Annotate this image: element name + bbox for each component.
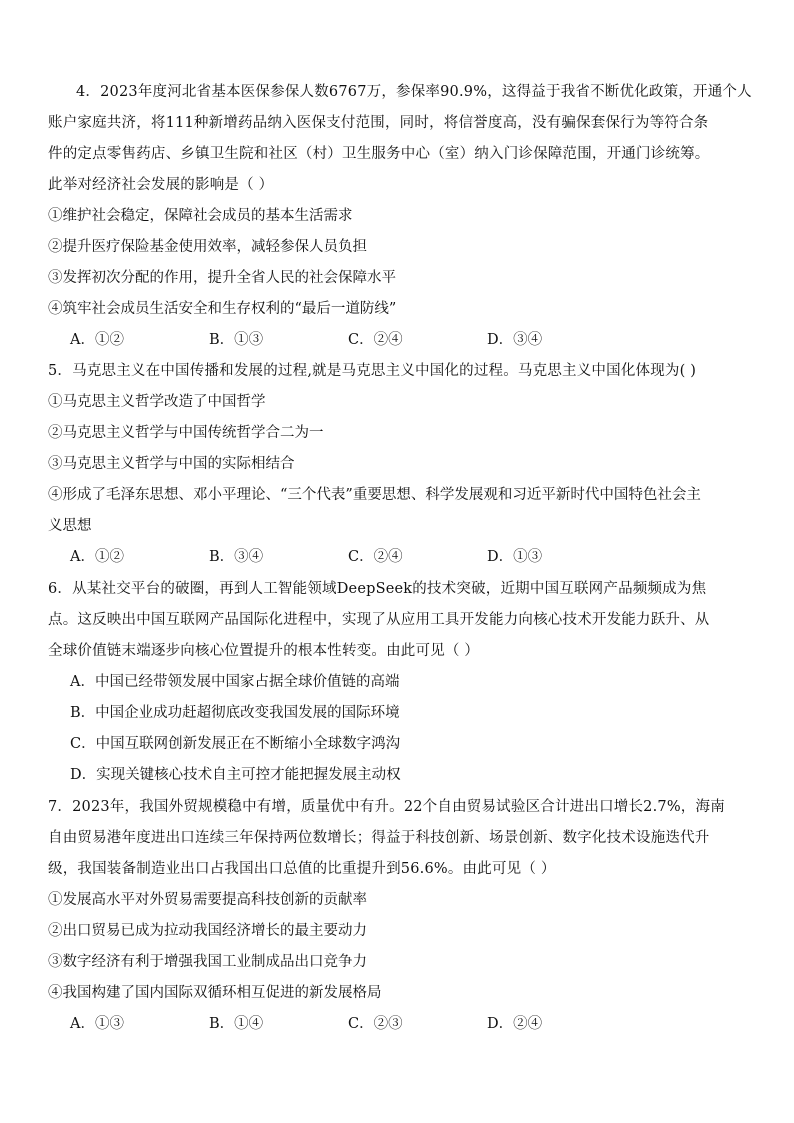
question-5 [48,356,716,573]
statement: ①马克思主义哲学改造了中国哲学 [48,394,266,410]
answer-options [70,542,716,573]
option-b[interactable]: B．中国企业成功赶超彻底改变我国发展的国际环境 [70,705,400,721]
question-5-line: 5．马克思主义在中国传播和发展的过程,就是马克思主义中国化的过程。马克思主义中国化体现为( ) [48,363,697,379]
question-4-line: 账户家庭共济，将111种新增药品纳入医保支付范围，同时，将信誉度高，没有骗保套保行为等符合条 [48,115,709,131]
option-d[interactable]: D．实现关键核心技术自主可控才能把握发展主动权 [70,767,401,783]
question-6-line: 6．从某社交平台的破圈，再到人工智能领域DeepSeek的技术突破，近期中国互联网产品频频成为焦 [48,581,707,597]
option-a[interactable]: A．①② [70,332,124,348]
question-4-line: 4．2023年度河北省基本医保参保人数6767万，参保率90.9%，这得益于我省不断优化政策，开通个人 [76,84,752,100]
question-7-line: 级，我国装备制造业出口占我国出口总值的比重提升到56.6%。由此可见（ ） [48,861,556,877]
option-c[interactable]: C．②④ [348,549,403,565]
statement: ④形成了毛泽东思想、邓小平理论、“三个代表”重要思想、科学发展观和习近平新时代中国特色社会主 [48,487,701,503]
question-6 [48,574,716,791]
question-7-line: 自由贸易港年度进出口连续三年保持两位数增长；得益于科技创新、场景创新、数字化技术设施迭代升 [48,830,710,846]
option-c[interactable]: C．中国互联网创新发展正在不断缩小全球数字鸿沟 [70,736,401,752]
statement: ②提升医疗保险基金使用效率，减轻参保人员负担 [48,239,367,255]
question-4-line: 件的定点零售药店、乡镇卫生院和社区（村）卫生服务中心（室）纳入门诊保障范围，开通门诊统筹。 [48,146,710,162]
statement: ①发展高水平对外贸易需要提高科技创新的贡献率 [48,892,367,908]
question-7 [48,792,725,1040]
option-d[interactable]: D．①③ [487,549,543,565]
statement: ④筑牢社会成员生活安全和生存权利的“最后一道防线” [48,301,397,317]
option-a[interactable]: A．①③ [70,1016,124,1032]
question-4-line: 此举对经济社会发展的影响是（ ） [48,177,274,193]
option-b[interactable]: B．①④ [209,1016,264,1032]
statement: ④我国构建了国内国际双循环相互促进的新发展格局 [48,985,382,1001]
option-c[interactable]: C．②③ [348,1016,403,1032]
statement: ②马克思主义哲学与中国传统哲学合二为一 [48,425,324,441]
statement: ②出口贸易已成为拉动我国经济增长的最主要动力 [48,923,367,939]
option-d[interactable]: D．③④ [487,332,543,348]
option-b[interactable]: B．①③ [209,332,264,348]
option-c[interactable]: C．②④ [348,332,403,348]
question-6-line: 全球价值链末端逐步向核心位置提升的根本性转变。由此可见（ ） [48,643,480,659]
statement: ③马克思主义哲学与中国的实际相结合 [48,456,295,472]
option-a[interactable]: A．中国已经带领发展中国家占据全球价值链的高端 [70,674,400,690]
answer-options [70,1009,716,1040]
statement: ③数字经济有利于增强我国工业制成品出口竞争力 [48,954,367,970]
statement: ③发挥初次分配的作用，提升全省人民的社会保障水平 [48,270,396,286]
question-6-line: 点。这反映出中国互联网产品国际化进程中，实现了从应用工具开发能力向核心技术开发能力跃升、从 [48,612,710,628]
statement: ①维护社会稳定，保障社会成员的基本生活需求 [48,208,353,224]
option-b[interactable]: B．③④ [209,549,264,565]
question-7-line: 7．2023年，我国外贸规模稳中有增，质量优中有升。22个自由贸易试验区合计进出口增长2.7%，海南 [48,799,725,815]
statement: 义思想 [48,518,92,534]
answer-options [70,325,716,356]
option-a[interactable]: A．①② [70,549,124,565]
option-d[interactable]: D．②④ [487,1016,543,1032]
question-4 [48,77,752,356]
